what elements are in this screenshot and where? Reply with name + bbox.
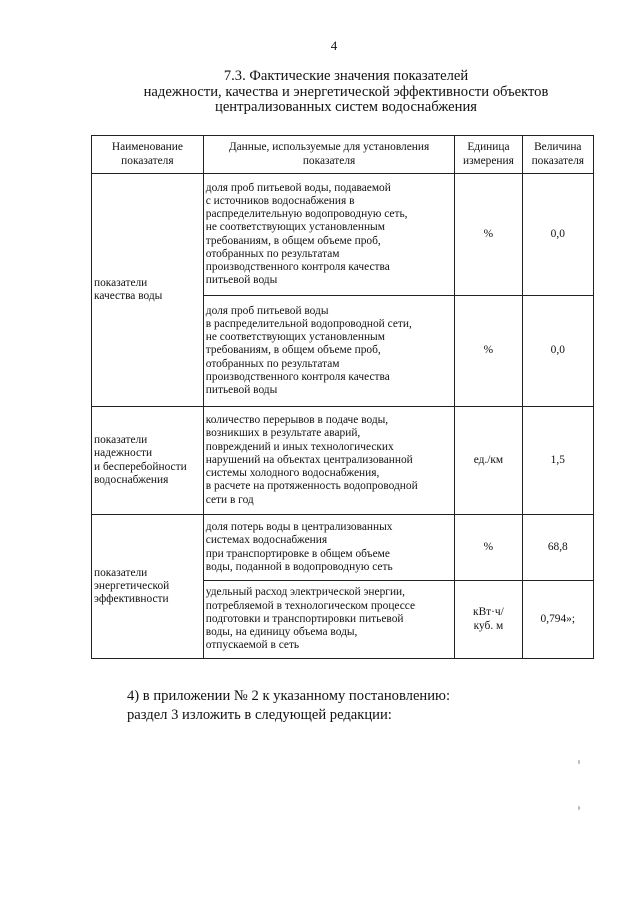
indicator-unit: ед./км (455, 407, 522, 515)
amendment-line: 4) в приложении № 2 к указанному постановлению: (127, 688, 451, 704)
indicator-value: 68,8 (522, 515, 593, 581)
indicator-unit: кВт·ч/ куб. м (455, 581, 522, 659)
indicator-unit: % (455, 296, 522, 407)
scan-speck (578, 760, 580, 764)
group-name-energy-efficiency: показатели энергетической эффективности (92, 515, 204, 659)
table-row (92, 407, 594, 515)
group-name-water-quality: показатели качества воды (92, 174, 204, 407)
heading-line: централизованных систем водоснабжения (215, 99, 477, 115)
amendment-text (127, 687, 567, 725)
indicator-value: 1,5 (522, 407, 593, 515)
table-row (92, 515, 594, 581)
indicator-unit: % (455, 515, 522, 581)
amendment-line: раздел 3 изложить в следующей редакции: (127, 707, 392, 723)
indicator-description: доля проб питьевой воды, подаваемой с источников водоснабжения в распределительную водопроводную сеть, не соответствующих установленным требованиям, в общем объеме проб, отобранных по результатам производственного контроля качества питьевой воды (203, 174, 455, 296)
indicator-description: доля проб питьевой воды в распределительной водопроводной сети, не соответствующих установленным требованиям, в общем объеме проб, отобранных по результатам производственного контроля качества питьевой воды (203, 296, 455, 407)
page-number: 4 (330, 38, 338, 53)
header-data-used: Данные, используемые для установления показателя (203, 136, 455, 174)
header-indicator-name: Наименование показателя (92, 136, 204, 174)
table-row (92, 174, 594, 296)
indicator-value: 0,0 (522, 296, 593, 407)
indicator-value: 0,0 (522, 174, 593, 296)
indicator-value: 0,794»; (522, 581, 593, 659)
section-heading (96, 69, 596, 116)
indicator-unit: % (455, 174, 522, 296)
heading-line: 7.3. Фактические значения показателей (223, 68, 469, 84)
header-unit: Единица измерения (455, 136, 522, 174)
indicator-description: доля потерь воды в централизованных системах водоснабжения при транспортировке в общем объеме воды, поданной в водопроводную сеть (203, 515, 455, 581)
indicators-table (91, 135, 594, 659)
header-value: Величина показателя (522, 136, 593, 174)
indicator-description: удельный расход электрической энергии, потребляемой в технологическом процессе подготовки и транспортировки питьевой воды, на единицу объема воды, отпускаемой в сеть (203, 581, 455, 659)
indicator-description: количество перерывов в подаче воды, возникших в результате аварий, повреждений и иных технологических нарушений на объектах централизованной системы холодного водоснабжения, в расчете на протяженность водопроводной сети в год (203, 407, 455, 515)
group-name-reliability: показатели надежности и бесперебойности водоснабжения (92, 407, 204, 515)
scan-speck (578, 806, 580, 810)
table-header-row (92, 136, 594, 174)
heading-line: надежности, качества и энергетической эффективности объектов (143, 83, 549, 100)
